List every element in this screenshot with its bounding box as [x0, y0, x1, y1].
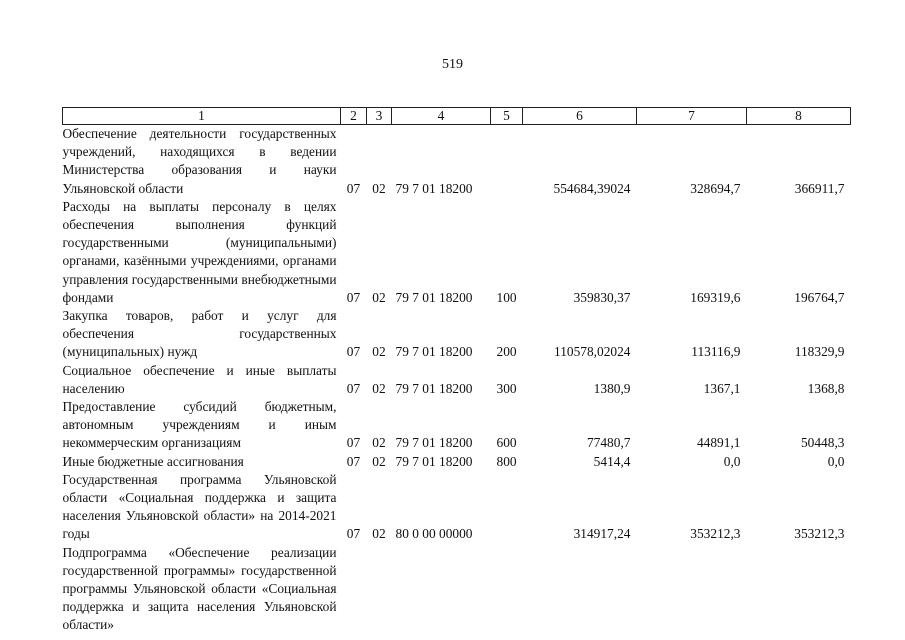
amount-col7: 1367,1	[703, 380, 741, 396]
amount-col7: 169319,6	[690, 289, 741, 305]
amount-col8: 1368,8	[807, 380, 845, 396]
target-article-code: 79 7 01 18200	[395, 344, 473, 360]
amount-col8: 353212,3	[794, 526, 845, 542]
row-name: Предоставление субсидий бюджетным, автономным учреждениям и иным некоммерческим организациям	[62, 399, 337, 451]
target-article-code: 80 0 00 00000	[395, 526, 473, 542]
table-row	[63, 125, 851, 198]
amount-col6	[523, 544, 637, 635]
subsection-code: 02	[372, 453, 386, 469]
target-article-code: 79 7 01 18200	[395, 180, 473, 196]
amount-col6: 554684,39024	[553, 180, 631, 196]
row-name: Подпрограмма «Обеспечение реализации государственной программы» государственной программы Ульяновской области «Социальная поддержка и защита населения Ульяновской области»	[62, 544, 337, 633]
target-article-code: 79 7 01 18200	[395, 380, 473, 396]
amount-col8	[747, 544, 851, 635]
section-code: 07	[346, 344, 361, 360]
row-name: Иные бюджетные ассигнования	[62, 453, 244, 469]
table-row	[63, 198, 851, 307]
header-cell: 6	[523, 108, 637, 125]
row-name: Обеспечение деятельности государственных учреждений, находящихся в ведении Министерства образования и науки Ульяновской области	[62, 126, 337, 196]
section-code: 07	[346, 453, 361, 469]
row-name: Расходы на выплаты персоналу в целях обеспечения выполнения функций государственными (муниципальными) органами, казёнными учреждениями, органами управления государственными внебюджетными фондами	[62, 198, 337, 305]
expense-type-code: 100	[496, 289, 517, 305]
table-row	[63, 307, 851, 362]
expense-type-code	[491, 544, 523, 635]
table-row	[63, 398, 851, 453]
expense-type-code: 200	[496, 344, 517, 360]
amount-col8: 118329,9	[794, 344, 845, 360]
row-name: Закупка товаров, работ и услуг для обеспечения государственных (муниципальных) нужд	[62, 308, 337, 360]
amount-col8: 0,0	[827, 453, 845, 469]
amount-col8: 50448,3	[800, 435, 845, 451]
amount-col8: 196764,7	[794, 289, 845, 305]
subsection-code: 02	[372, 435, 386, 451]
header-cell: 7	[637, 108, 747, 125]
table-row	[63, 362, 851, 398]
subsection-code: 02	[372, 289, 386, 305]
row-name: Государственная программа Ульяновской области «Социальная поддержка и защита населения Ульяновской области» на 2014-2021 годы	[62, 471, 337, 542]
target-article-code: 79 7 01 18200	[395, 453, 473, 469]
subsection-code: 02	[372, 380, 386, 396]
page-number: 519	[442, 57, 463, 72]
section-code: 07	[346, 289, 361, 305]
expense-type-code: 300	[496, 380, 517, 396]
amount-col7: 44891,1	[696, 435, 741, 451]
budget-table	[62, 107, 851, 635]
header-cell: 5	[491, 108, 523, 125]
amount-col7	[637, 544, 747, 635]
amount-col6: 359830,37	[573, 289, 631, 305]
header-cell: 2	[341, 108, 367, 125]
subsection-code: 02	[372, 180, 386, 196]
amount-col8: 366911,7	[794, 180, 845, 196]
header-cell: 3	[367, 108, 392, 125]
table-row	[63, 544, 851, 635]
header-cell: 1	[63, 108, 341, 125]
row-name: Социальное обеспечение и иные выплаты населению	[62, 362, 337, 396]
amount-col6: 1380,9	[593, 380, 631, 396]
expense-type-code: 800	[496, 453, 517, 469]
amount-col7: 328694,7	[690, 180, 741, 196]
amount-col6: 314917,24	[573, 526, 631, 542]
expense-type-code	[491, 125, 523, 198]
amount-col6: 77480,7	[586, 435, 631, 451]
amount-col7: 353212,3	[690, 526, 741, 542]
subsection-code: 02	[372, 526, 386, 542]
amount-col7: 113116,9	[691, 344, 741, 360]
expense-type-code	[491, 471, 523, 544]
section-code: 07	[346, 435, 361, 451]
section-code	[341, 544, 367, 635]
amount-col6: 110578,02024	[554, 344, 631, 360]
subsection-code: 02	[372, 344, 386, 360]
section-code: 07	[346, 180, 361, 196]
target-article-code: 79 7 01 18200	[395, 289, 473, 305]
amount-col6: 5414,4	[593, 453, 631, 469]
table-row	[63, 453, 851, 471]
table-row	[63, 471, 851, 544]
header-cell: 4	[392, 108, 491, 125]
expense-type-code: 600	[496, 435, 517, 451]
target-article-code	[392, 544, 491, 635]
subsection-code	[367, 544, 392, 635]
section-code: 07	[346, 380, 361, 396]
target-article-code: 79 7 01 18200	[395, 435, 473, 451]
section-code: 07	[346, 526, 361, 542]
header-cell: 8	[747, 108, 851, 125]
amount-col7: 0,0	[723, 453, 741, 469]
header-row	[63, 108, 851, 125]
